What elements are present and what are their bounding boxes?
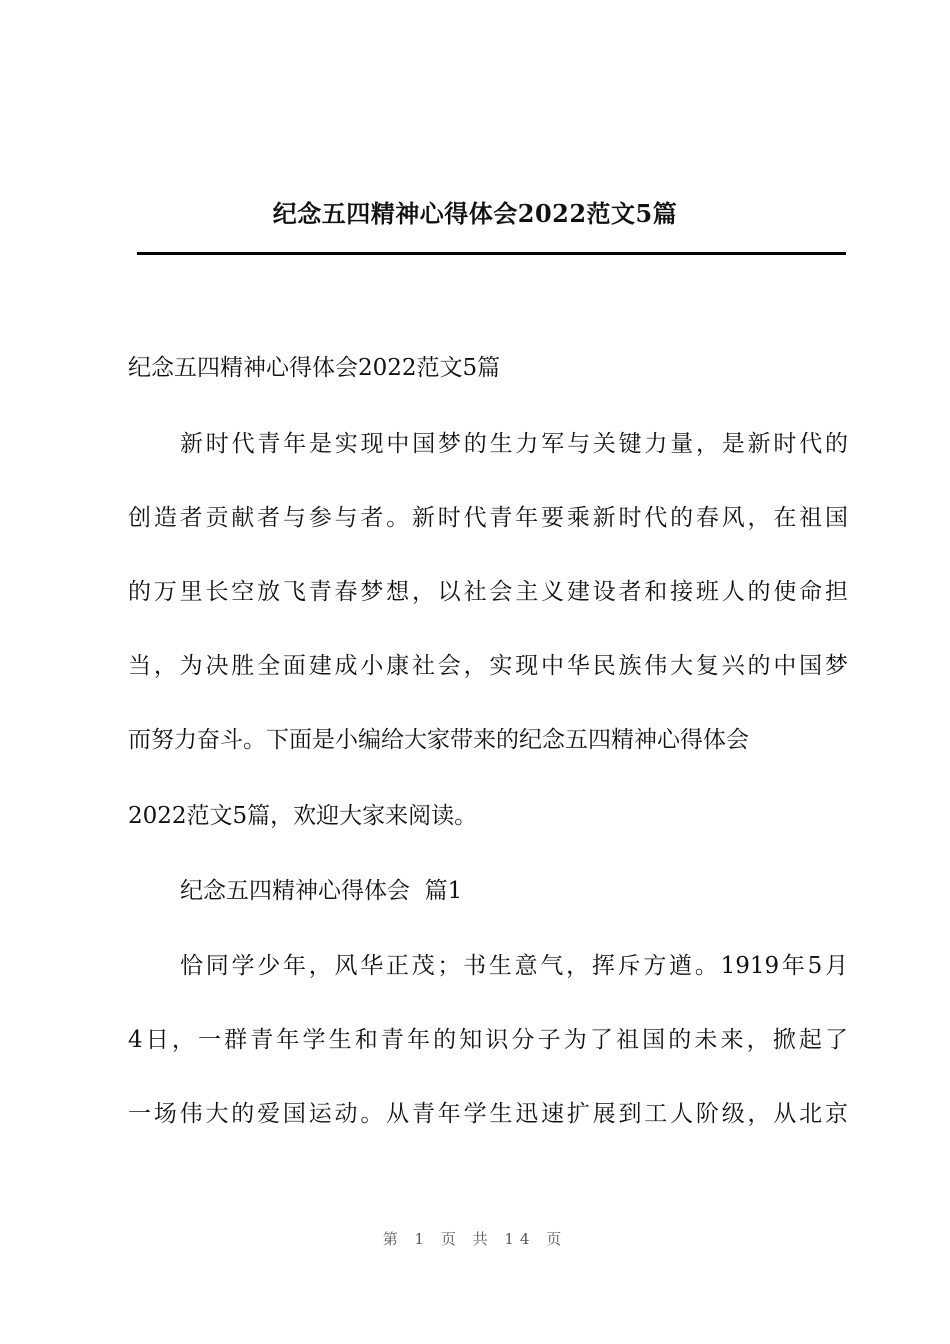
- intro-line-4: 当，为决胜全面建成小康社会，实现中华民族伟大复兴的中国梦: [128, 653, 848, 679]
- body-title: 纪念五四精神心得体会2022范文5篇: [128, 355, 501, 381]
- intro-line-1: 新时代青年是实现中国梦的生力军与关键力量，是新时代的: [180, 431, 848, 457]
- intro-line-3: 的万里长空放飞青春梦想，以社会主义建设者和接班人的使命担: [128, 579, 848, 605]
- page-number-footer: 第 1 页 共 14 页: [382, 1230, 568, 1248]
- intro-line-5: 而努力奋斗。下面是小编给大家带来的纪念五四精神心得体会: [128, 727, 749, 753]
- section-heading: 纪念五四精神心得体会 篇1: [180, 878, 463, 904]
- section-line-3: 一场伟大的爱国运动。从青年学生迅速扩展到工人阶级，从北京: [128, 1101, 848, 1127]
- intro-line-6: 2022范文5篇，欢迎大家来阅读。: [128, 803, 478, 829]
- section-line-2: 4日，一群青年学生和青年的知识分子为了祖国的未来，掀起了: [128, 1027, 848, 1053]
- document-header-title: 纪念五四精神心得体会2022范文5篇: [272, 199, 678, 228]
- intro-line-2: 创造者贡献者与参与者。新时代青年要乘新时代的春风，在祖国: [128, 505, 848, 531]
- header-divider: [137, 252, 846, 255]
- section-line-1: 恰同学少年，风华正茂；书生意气，挥斥方遒。1919年5月: [180, 953, 848, 979]
